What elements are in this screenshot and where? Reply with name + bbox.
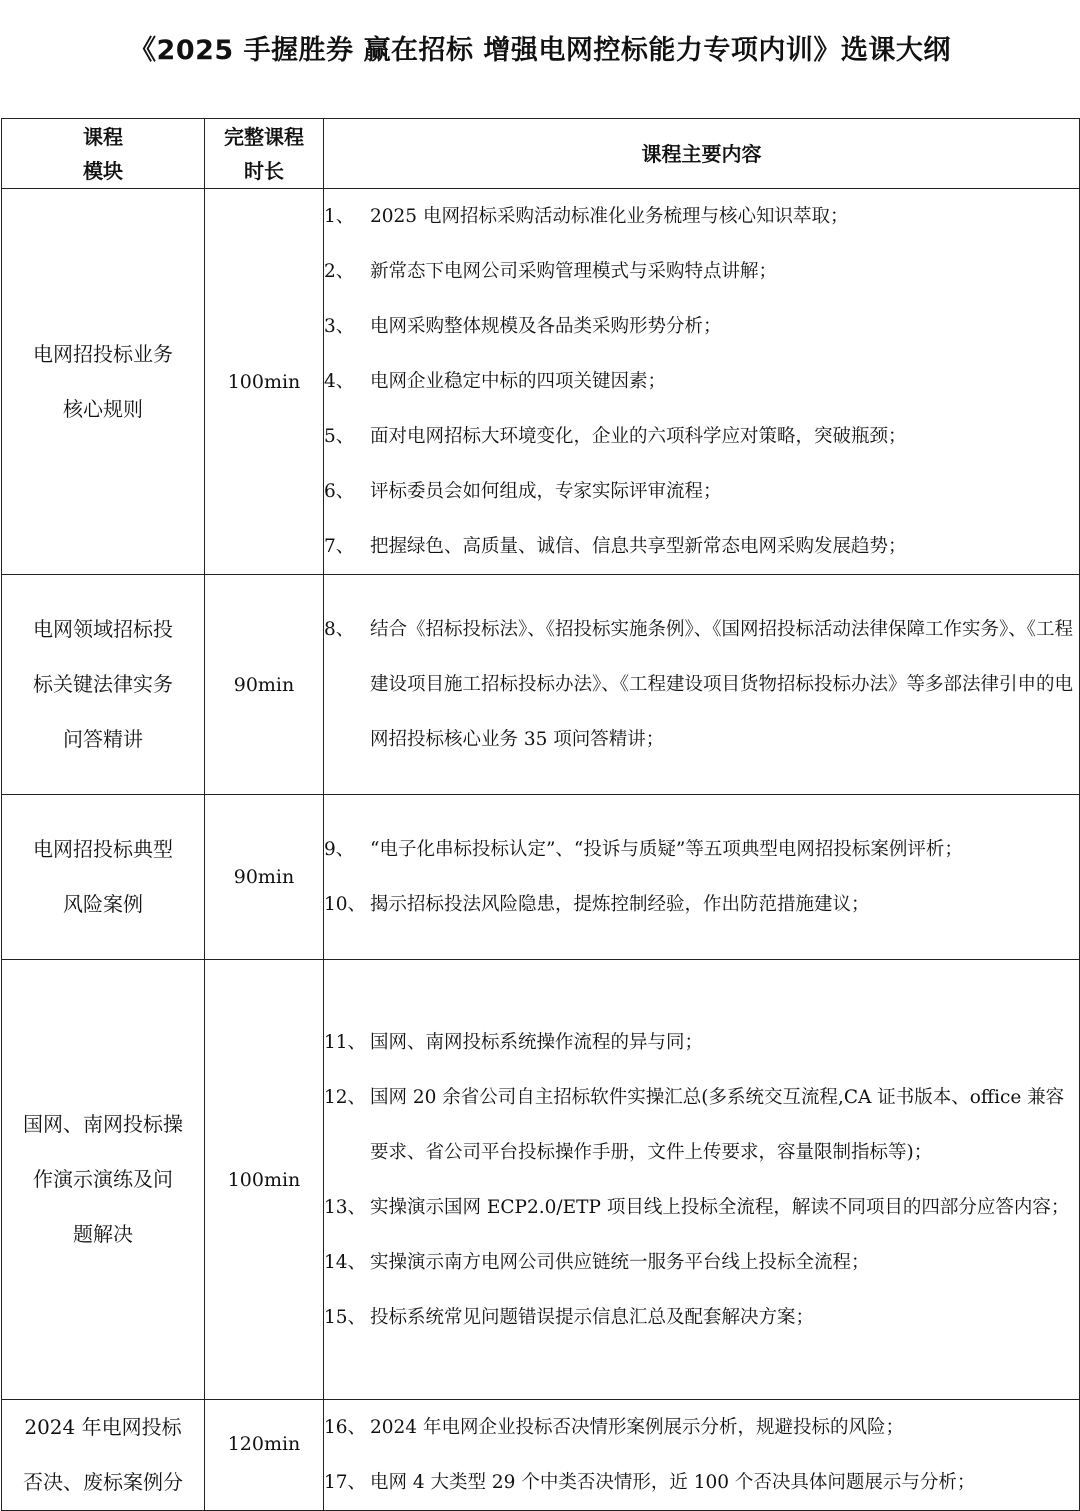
item-text: 2024 年电网企业投标否决情形案例展示分析，规避投标的风险； (370, 1417, 904, 1438)
item-text: 实操演示国网 ECP2.0/ETP 项目线上投标全流程，解读不同项目的四部分应答内容； (370, 1196, 1070, 1218)
content-item (324, 1070, 1079, 1180)
content-item (324, 877, 1079, 932)
content-item (324, 464, 1079, 519)
content-item (324, 1455, 1079, 1510)
content-item (324, 244, 1079, 299)
item-text: 结合《招标投标法》、《招投标实施条例》、《国网招投标活动法律保障工作实务》、《工程建设项目施工招标投标办法》、《工程建设项目货物招标投标办法》等多部法律引申的电网招投标核心业务 35 项问答精讲； (370, 619, 1074, 750)
document-title: 《2025 手握胜券 赢在招标 增强电网控标能力专项内训》选课大纲 (129, 35, 951, 66)
module-line: 电网招投标业务 (33, 341, 173, 366)
item-text: 投标系统常见问题错误提示信息汇总及配套解决方案； (370, 1306, 815, 1328)
content-item (324, 409, 1079, 464)
item-number: 13、 (324, 1196, 367, 1218)
item-text: 2025 电网招标采购活动标准化业务梳理与核心知识萃取； (370, 206, 849, 227)
item-text: 电网企业稳定中标的四项关键因素； (370, 371, 667, 392)
content-item (324, 1015, 1079, 1070)
content-item (324, 822, 1079, 877)
module-line: 作演示演练及问 (33, 1167, 173, 1191)
header-duration (205, 119, 324, 189)
item-number: 10、 (324, 894, 367, 915)
course-outline-table (1, 118, 1080, 1511)
item-text: 电网采购整体规模及各品类采购形势分析； (370, 316, 722, 337)
table-header-row (2, 119, 1080, 189)
module-line: 风险案例 (63, 892, 143, 916)
module-line: 电网招投标典型 (33, 837, 173, 861)
item-text: 揭示招标投法风险隐患，提炼控制经验，作出防范措施建议； (370, 894, 870, 915)
header-duration-line: 完整课程 (224, 124, 304, 149)
item-number: 2、 (324, 261, 355, 282)
table-row (2, 1400, 1080, 1511)
duration-cell: 120min (205, 1400, 324, 1511)
item-number: 8、 (324, 619, 355, 640)
module-line: 核心规则 (63, 396, 143, 421)
module-cell (2, 575, 205, 795)
item-number: 9、 (324, 839, 355, 860)
header-module-line: 课程 (83, 124, 123, 149)
table-row (2, 795, 1080, 960)
item-number: 14、 (324, 1251, 367, 1273)
duration-cell: 100min (205, 960, 324, 1400)
item-text: 国网、南网投标系统操作流程的异与同； (370, 1031, 704, 1053)
content-item (324, 299, 1079, 354)
content-item (324, 189, 1079, 244)
content-item (324, 1180, 1079, 1235)
content-item (324, 602, 1079, 767)
content-item (324, 1400, 1079, 1455)
module-cell (2, 795, 205, 960)
module-cell (2, 189, 205, 575)
item-number: 15、 (324, 1306, 367, 1328)
content-item (324, 1235, 1079, 1290)
module-cell (2, 960, 205, 1400)
item-number: 16、 (324, 1417, 367, 1438)
duration-cell: 90min (205, 795, 324, 960)
item-text: 评标委员会如何组成，专家实际评审流程； (370, 481, 722, 502)
module-line: 国网、南网投标操 (23, 1112, 183, 1136)
content-cell (324, 189, 1080, 575)
item-number: 1、 (324, 206, 355, 227)
item-number: 6、 (324, 481, 355, 502)
item-text: 把握绿色、高质量、诚信、信息共享型新常态电网采购发展趋势； (370, 536, 907, 557)
module-cell (2, 1400, 205, 1511)
content-cell (324, 795, 1080, 960)
content-item (324, 1290, 1079, 1345)
header-content: 课程主要内容 (324, 119, 1080, 189)
item-number: 4、 (324, 371, 355, 392)
table-row (2, 189, 1080, 575)
item-text: 实操演示南方电网公司供应链统一服务平台线上投标全流程； (370, 1251, 870, 1273)
item-number: 3、 (324, 316, 355, 337)
module-line: 电网领域招标投 (33, 617, 173, 641)
header-duration-line: 时长 (244, 158, 284, 183)
module-line: 题解决 (73, 1222, 133, 1246)
item-number: 12、 (324, 1086, 367, 1108)
item-number: 5、 (324, 426, 355, 447)
module-line: 否决、废标案例分 (23, 1470, 183, 1494)
content-cell (324, 960, 1080, 1400)
item-text: 新常态下电网公司采购管理模式与采购特点讲解； (370, 261, 778, 282)
module-line: 2024 年电网投标 (24, 1415, 182, 1439)
item-text: 电网 4 大类型 29 个中类否决情形，近 100 个否决具体问题展示与分析； (370, 1472, 976, 1493)
table-row (2, 960, 1080, 1400)
content-cell (324, 575, 1080, 795)
item-number: 7、 (324, 536, 355, 557)
header-module-line: 模块 (83, 158, 123, 183)
item-text: 面对电网招标大环境变化，企业的六项科学应对策略，突破瓶颈； (370, 426, 907, 447)
module-line: 问答精讲 (63, 727, 143, 751)
item-text: 国网 20 余省公司自主招标软件实操汇总(多系统交互流程,CA 证书版本、office 兼容要求、省公司平台投标操作手册，文件上传要求，容量限制指标等)； (370, 1086, 1065, 1163)
item-number: 17、 (324, 1472, 367, 1493)
duration-cell: 90min (205, 575, 324, 795)
content-item (324, 354, 1079, 409)
module-line: 标关键法律实务 (33, 672, 173, 696)
content-item (324, 519, 1079, 574)
header-module (2, 119, 205, 189)
table-row (2, 575, 1080, 795)
item-number: 11、 (324, 1031, 367, 1053)
content-cell (324, 1400, 1080, 1511)
item-text: “电子化串标投标认定”、“投诉与质疑”等五项典型电网招投标案例评析； (370, 839, 963, 860)
duration-cell: 100min (205, 189, 324, 575)
